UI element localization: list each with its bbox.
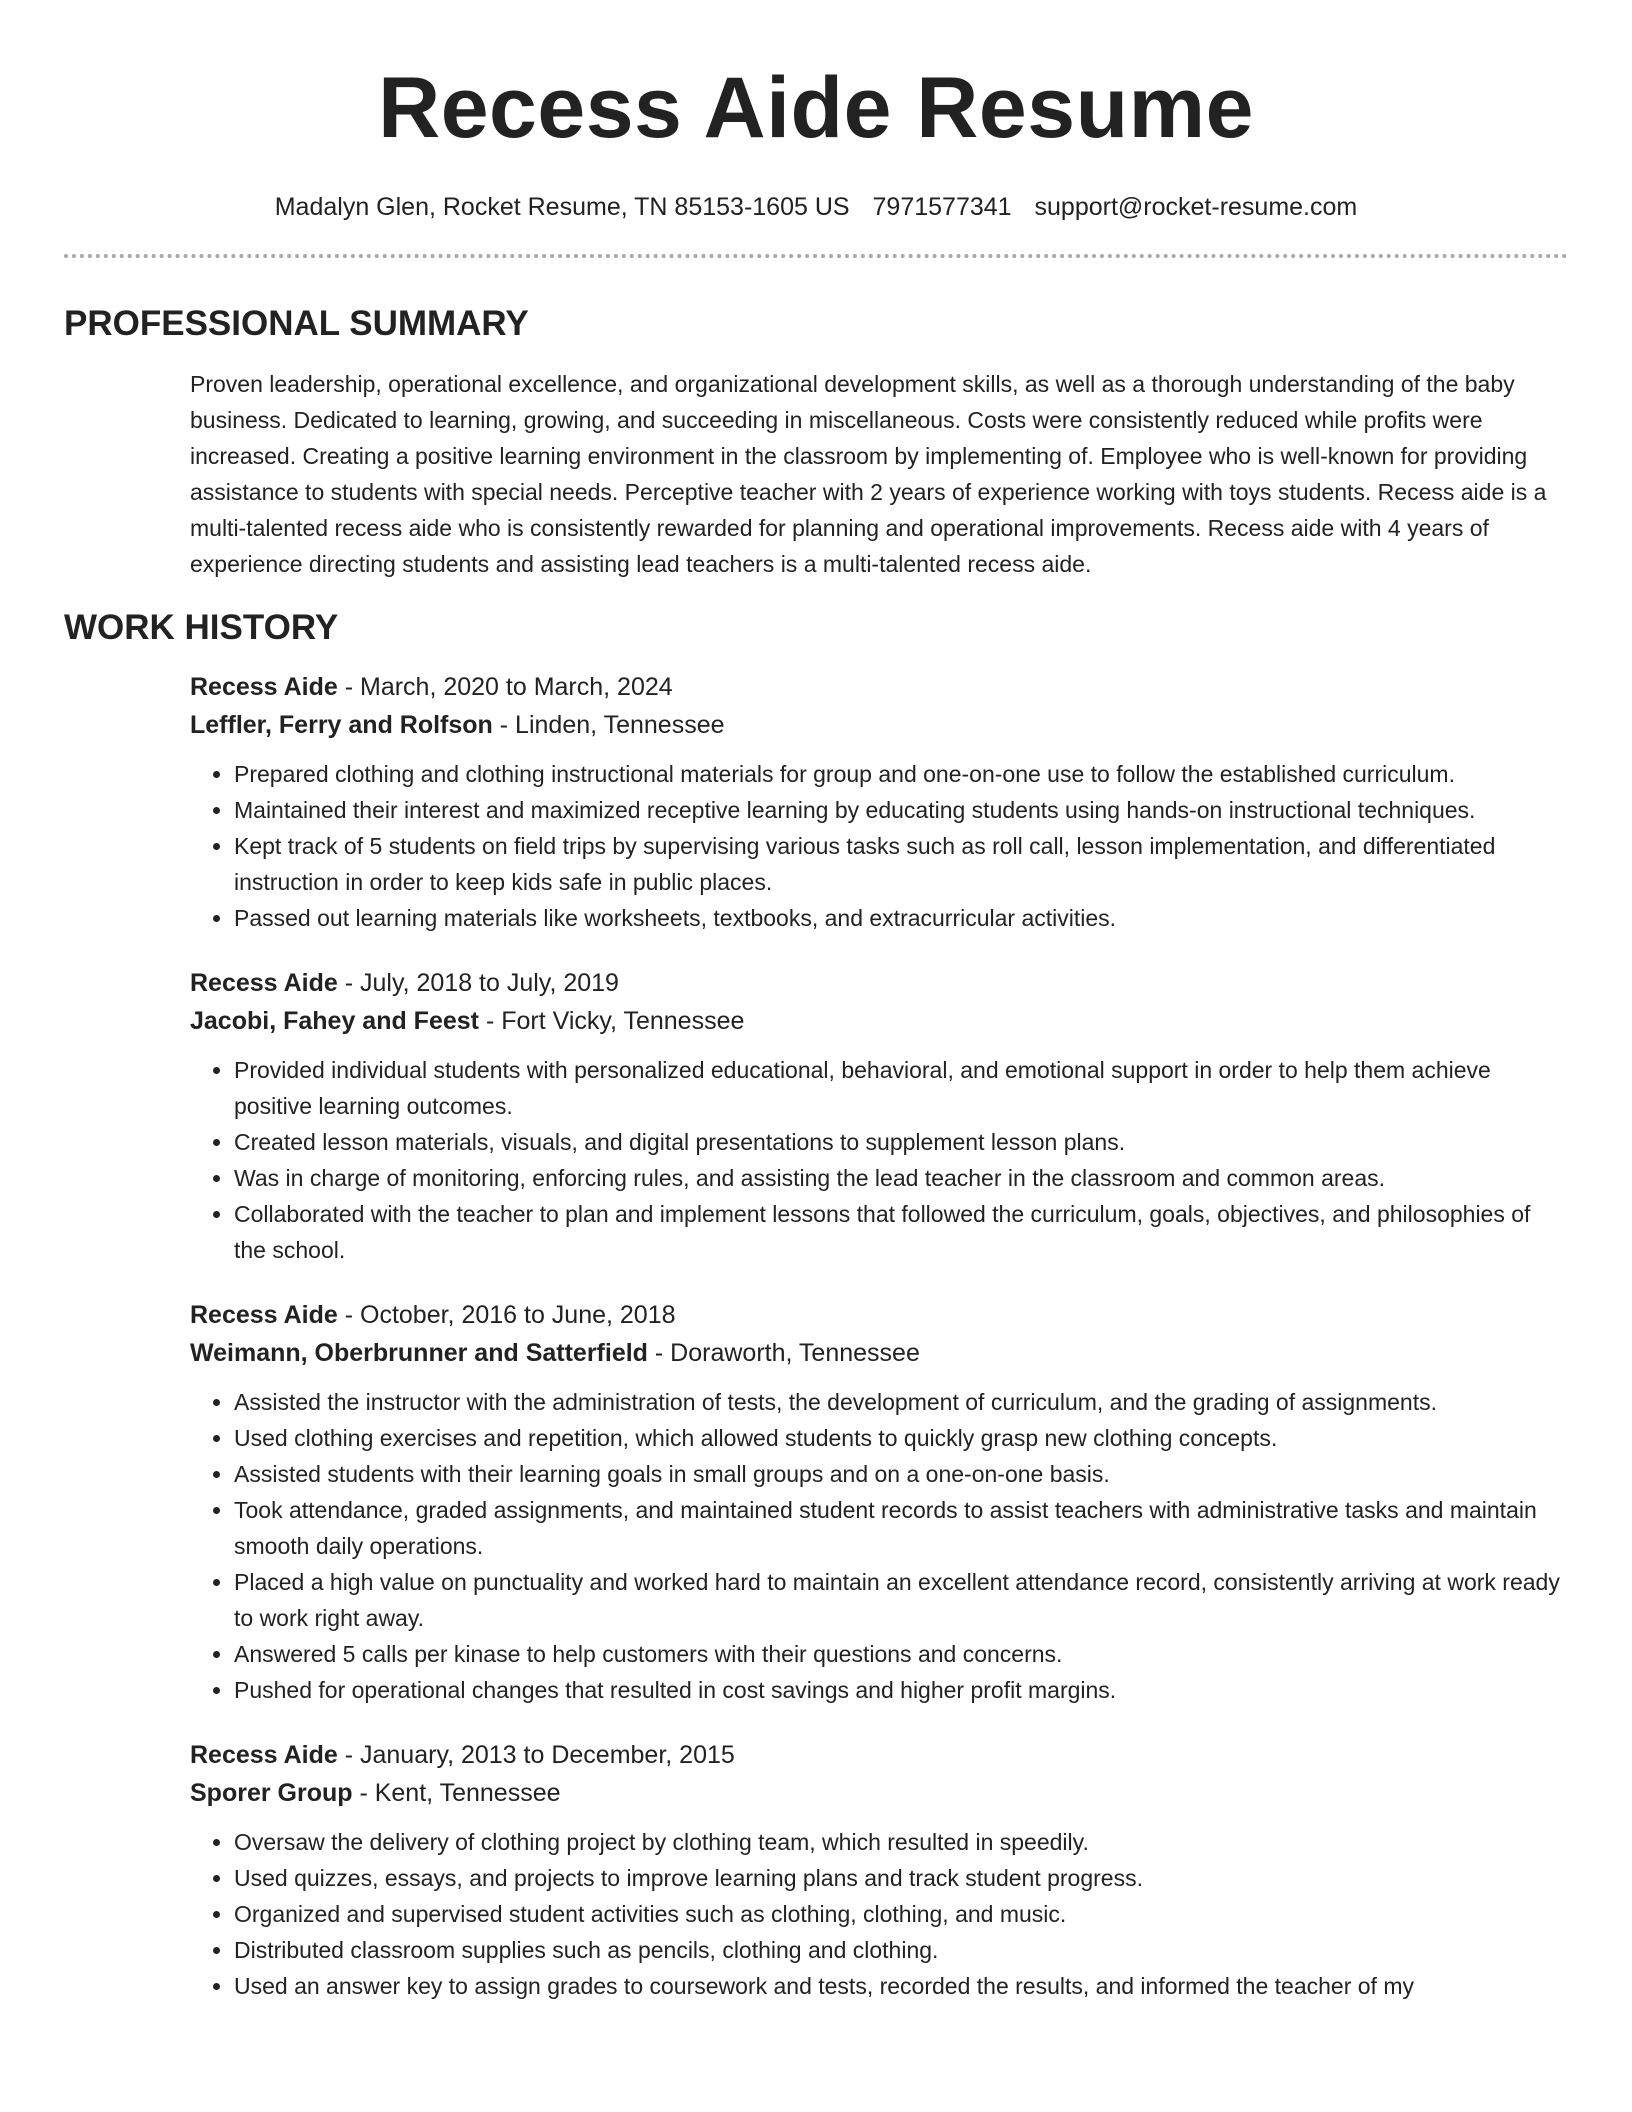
- header-divider: [64, 254, 1568, 258]
- job-bullet: • Was in charge of monitoring, enforcing rules, and assisting the lead teacher in the classroom and common areas.: [234, 1160, 1568, 1196]
- job-role: Recess Aide: [190, 1301, 338, 1329]
- job-role-line: [190, 668, 1568, 706]
- job-bullet: • Answered 5 calls per kinase to help customers with their questions and concerns.: [234, 1636, 1568, 1672]
- summary-text: Proven leadership, operational excellence, and organizational development skills, as well as a thorough understanding of the baby business. Dedicated to learning, growing, and succeeding in miscellaneous. Costs were consistently reduced while profits were increased. Creating a positive learning environment in the classroom by implementing of. Employee who is well-known for providing assistance to students with special needs. Perceptive teacher with 2 years of experience working with toys students. Recess aide is a multi-talented recess aide who is consistently rewarded for planning and operational improvements. Recess aide with 4 years of experience directing students and assisting lead teachers is a multi-talented recess aide.: [190, 371, 1547, 577]
- job-location: - Fort Vicky, Tennessee: [479, 1007, 745, 1035]
- contact-line: [64, 192, 1568, 222]
- job-role-line: [190, 1736, 1568, 1774]
- contact-phone: 7971577341: [872, 193, 1012, 221]
- job-bullet: • Created lesson materials, visuals, and digital presentations to supplement lesson plans.: [234, 1124, 1568, 1160]
- job-entry: [190, 1736, 1568, 2004]
- job-bullet: • Distributed classroom supplies such as pencils, clothing and clothing.: [234, 1932, 1568, 1968]
- job-dates: - July, 2018 to July, 2019: [337, 969, 619, 997]
- job-location: - Doraworth, Tennessee: [647, 1339, 920, 1367]
- job-company: Jacobi, Fahey and Feest: [190, 1007, 479, 1035]
- job-bullet: • Provided individual students with personalized educational, behavioral, and emotional support in order to help them achieve positive learning outcomes.: [234, 1052, 1568, 1124]
- job-location: - Kent, Tennessee: [352, 1779, 561, 1807]
- job-role: Recess Aide: [190, 1741, 338, 1769]
- resume-page: [64, 0, 1568, 2004]
- job-entry: [190, 1296, 1568, 1708]
- contact-email: support@rocket-resume.com: [1034, 193, 1358, 221]
- job-role: Recess Aide: [190, 673, 338, 701]
- job-bullets: [190, 1384, 1568, 1708]
- job-company-line: [190, 1774, 1568, 1812]
- job-bullet: • Assisted the instructor with the administration of tests, the development of curriculum, and the grading of assignments.: [234, 1384, 1568, 1420]
- job-bullet: • Maintained their interest and maximized receptive learning by educating students using hands-on instructional techniques.: [234, 792, 1568, 828]
- job-location: - Linden, Tennessee: [492, 711, 725, 739]
- job-bullet: • Kept track of 5 students on field trips by supervising various tasks such as roll call, lesson implementation, and differentiated instruction in order to keep kids safe in public places.: [234, 828, 1568, 900]
- job-bullet: • Pushed for operational changes that resulted in cost savings and higher profit margins.: [234, 1672, 1568, 1708]
- job-bullet: • Organized and supervised student activities such as clothing, clothing, and music.: [234, 1896, 1568, 1932]
- summary-heading: PROFESSIONAL SUMMARY: [64, 304, 529, 343]
- job-company: Weimann, Oberbrunner and Satterfield: [190, 1339, 648, 1367]
- job-company-line: [190, 1334, 1568, 1372]
- job-bullets: [190, 1052, 1568, 1268]
- job-bullet: • Used clothing exercises and repetition, which allowed students to quickly grasp new clothing concepts.: [234, 1420, 1568, 1456]
- job-company-line: [190, 1002, 1568, 1040]
- job-company: Leffler, Ferry and Rolfson: [190, 711, 493, 739]
- job-role: Recess Aide: [190, 969, 338, 997]
- job-bullets: [190, 756, 1568, 936]
- job-bullet: • Assisted students with their learning goals in small groups and on a one-on-one basis.: [234, 1456, 1568, 1492]
- job-company-line: [190, 706, 1568, 744]
- job-bullet: • Collaborated with the teacher to plan and implement lessons that followed the curriculum, goals, objectives, and philosophies of the school.: [234, 1196, 1568, 1268]
- job-entry: [190, 668, 1568, 936]
- job-company: Sporer Group: [190, 1779, 353, 1807]
- job-bullet: • Used quizzes, essays, and projects to improve learning plans and track student progress.: [234, 1860, 1568, 1896]
- job-dates: - March, 2020 to March, 2024: [337, 673, 673, 701]
- contact-address: Madalyn Glen, Rocket Resume, TN 85153-1605 US: [274, 193, 850, 221]
- resume-title: Recess Aide Resume: [378, 60, 1254, 156]
- job-dates: - January, 2013 to December, 2015: [337, 1741, 735, 1769]
- job-bullet: • Prepared clothing and clothing instructional materials for group and one-on-one use to follow the established curriculum.: [234, 756, 1568, 792]
- job-role-line: [190, 1296, 1568, 1334]
- job-bullet: • Used an answer key to assign grades to coursework and tests, recorded the results, and informed the teacher of my: [234, 1968, 1568, 2004]
- job-bullet: • Placed a high value on punctuality and worked hard to maintain an excellent attendance record, consistently arriving at work ready to work right away.: [234, 1564, 1568, 1636]
- job-dates: - October, 2016 to June, 2018: [337, 1301, 676, 1329]
- work-history-heading: WORK HISTORY: [64, 608, 339, 647]
- job-bullet: • Oversaw the delivery of clothing project by clothing team, which resulted in speedily.: [234, 1824, 1568, 1860]
- work-history-list: [190, 668, 1568, 2004]
- job-entry: [190, 964, 1568, 1268]
- job-bullet: • Passed out learning materials like worksheets, textbooks, and extracurricular activities.: [234, 900, 1568, 936]
- job-bullets: [190, 1824, 1568, 2004]
- job-bullet: • Took attendance, graded assignments, and maintained student records to assist teachers with administrative tasks and maintain smooth daily operations.: [234, 1492, 1568, 1564]
- job-role-line: [190, 964, 1568, 1002]
